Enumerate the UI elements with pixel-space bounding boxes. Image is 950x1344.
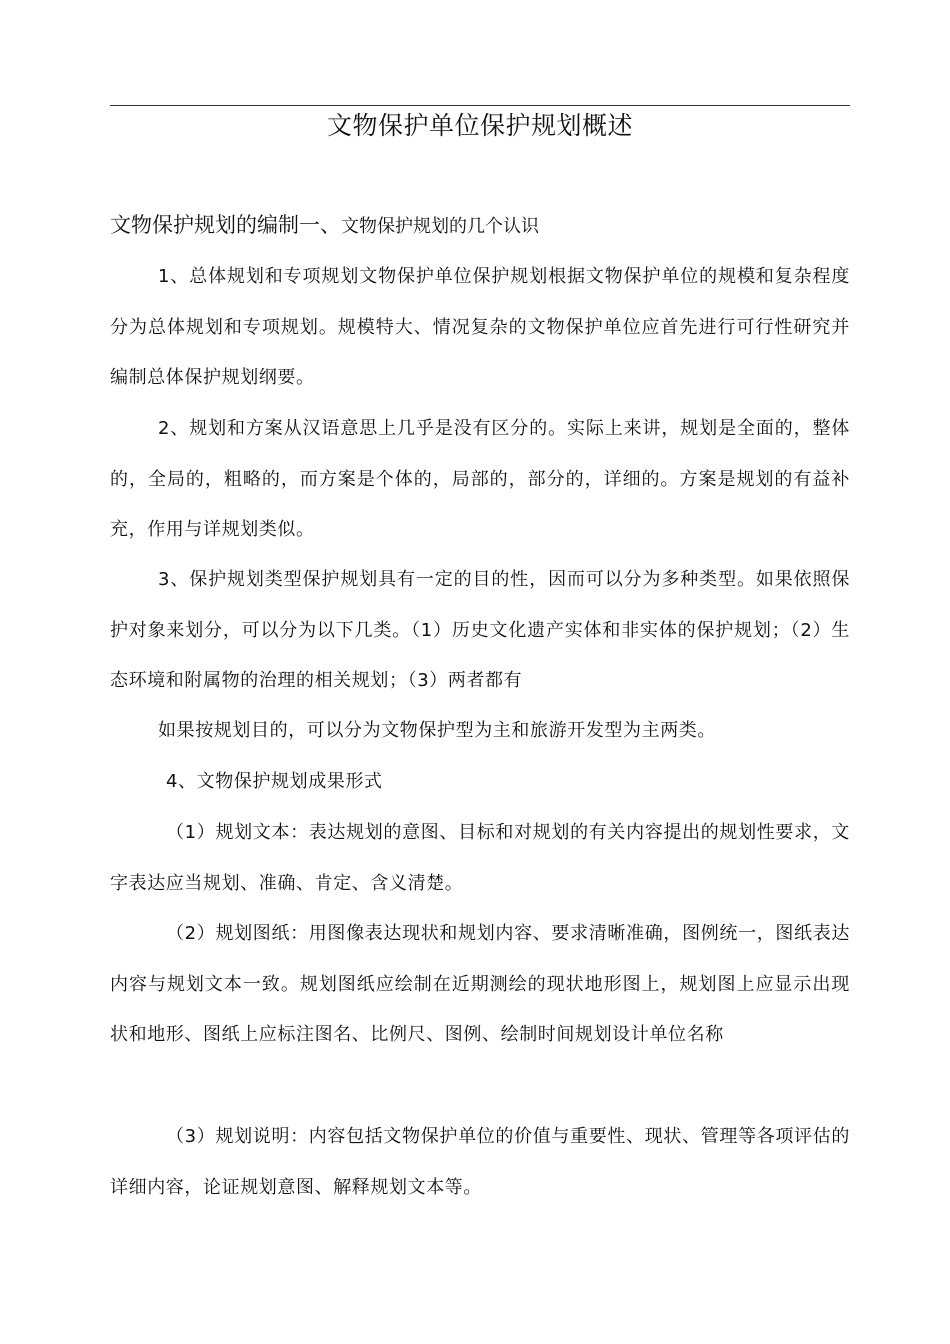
paragraph-plan-drawings: （2）规划图纸：用图像表达现状和规划内容、要求清晰准确，图例统一，图纸表达内容与规划文本一致。规划图纸应绘制在近期测绘的现状地形图上，规划图上应显示出现状和地形、图纸上应标注图名、比例尺、图例、绘制时间规划设计单位名称 — [110, 923, 850, 1045]
paragraph-plan-types: 3、保护规划类型保护规划具有一定的目的性，因而可以分为多种类型。如果依照保护对象来划分，可以分为以下几类。（1）历史文化遗产实体和非实体的保护规划；（2）生态环境和附属物的治理的相关规划；（3）两者都有 — [110, 569, 850, 691]
paragraph-plan-vs-scheme: 2、规划和方案从汉语意思上几乎是没有区分的。实际上来讲，规划是全面的，整体的，全局的，粗略的，而方案是个体的，局部的，部分的，详细的。方案是规划的有益补充，作用与详规划类似。 — [110, 418, 850, 540]
paragraph-plan-purpose: 如果按规划目的，可以分为文物保护型为主和旅游开发型为主两类。 — [158, 720, 716, 741]
section-heading-main: 文物保护规划的编制一、 — [110, 213, 341, 237]
paragraph-overall-vs-special-plan: 1、总体规划和专项规划文物保护单位保护规划根据文物保护单位的规模和复杂程度分为总体规划和专项规划。规模特大、情况复杂的文物保护单位应首先进行可行性研究并编制总体保护规划纲要。 — [110, 266, 850, 388]
document-title: 文物保护单位保护规划概述 — [326, 111, 633, 140]
section-heading-sub: 文物保护规划的几个认识 — [341, 216, 539, 237]
section-heading — [110, 206, 850, 246]
header-rule — [110, 105, 850, 106]
paragraph-plan-text: （1）规划文本：表达规划的意图、目标和对规划的有关内容提出的规划性要求，文字表达应当规划、准确、肯定、含义清楚。 — [110, 822, 850, 894]
paragraph-deliverables-heading: 4、文物保护规划成果形式 — [166, 771, 383, 792]
paragraph-plan-explanation: （3）规划说明：内容包括文物保护单位的价值与重要性、现状、管理等各项评估的详细内容，论证规划意图、解释规划文本等。 — [110, 1126, 850, 1198]
